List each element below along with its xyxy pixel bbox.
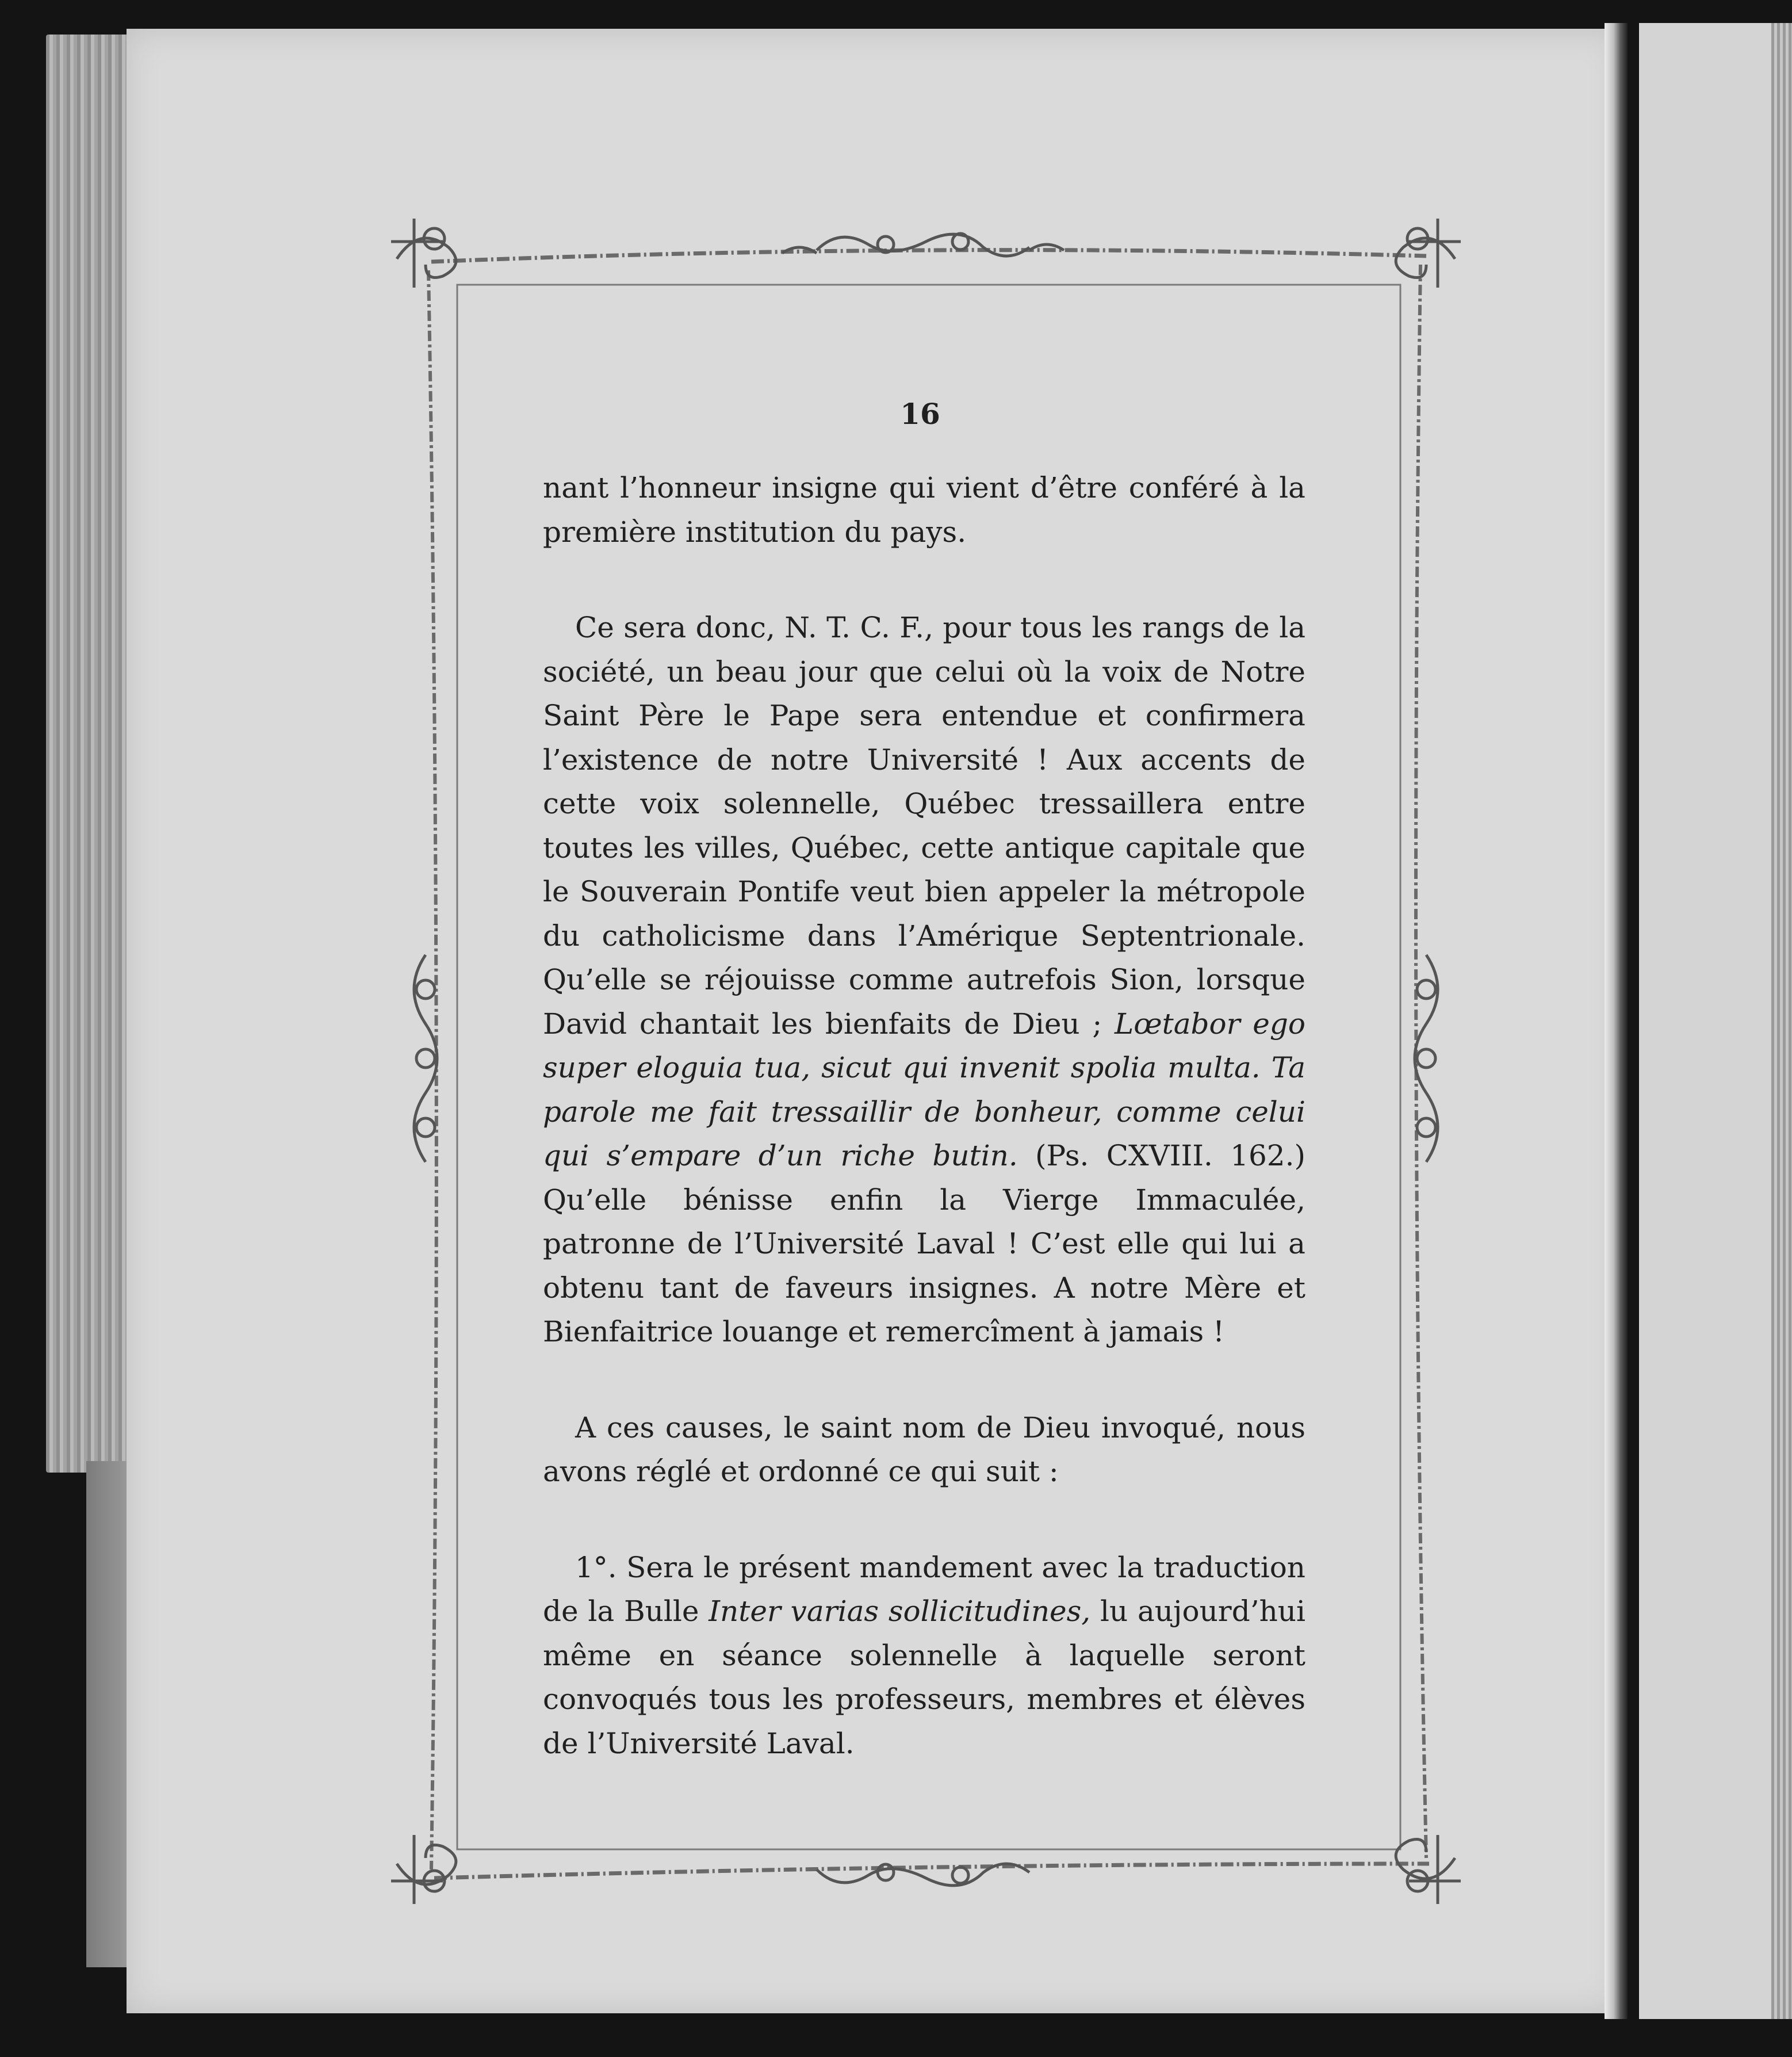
- paragraph-text: lu aujourd’hui même en séance solennelle à laquelle seront convoqués tous les professeurs, membres et élèves de l’Université Laval.: [543, 1595, 1305, 1760]
- paragraph-causes: A ces causes, le saint nom de Dieu invoqué, nous avons réglé et ordonné ce qui suit :: [543, 1410, 1305, 1488]
- page-body-text: [543, 391, 1305, 1765]
- page-number: 16: [900, 397, 940, 431]
- paragraph-text: Ce sera donc, N. T. C. F., pour tous les rangs de la société, un beau jour que celui où la voix de Notre Saint Père le Pape sera entendue et confirmera l’existence de notre Université ! Aux accents de cette voix solennelle, Québec tressaillera entre toutes les villes, Québec, cette antique capitale que le Souverain Pontife veut bien appeler la métropole du catholicisme dans l’Amérique Septentrionale. Qu’elle se réjouisse comme autrefois Sion, lorsque David chantait les bienfaits de Dieu ;: [543, 611, 1305, 1041]
- adjacent-page-edges: [1771, 23, 1792, 2019]
- latin-quotation: Lœtabor ego super eloguia tua, sicut qui invenit spolia multa. Ta parole me fait tressaillir de bonheur, comme celui qui s’empare d’un riche butin.: [543, 1007, 1305, 1172]
- bull-title: Inter varias sollicitudines,: [709, 1595, 1091, 1628]
- adjacent-page: [1639, 23, 1792, 2019]
- paragraph-text: (Ps. CXVIII. 162.) Qu’elle bénisse enfin la Vierge Immaculée, patronne de l’Université Laval ! C’est elle qui lui a obtenu tant de faveurs insignes. A notre Mère et Bienfaitrice louange et remercîment à jamais !: [543, 1139, 1305, 1348]
- paragraph-text: 1°. Sera le présent mandement avec la traduction de la Bulle: [543, 1550, 1305, 1628]
- top-center-ornament: [782, 234, 1064, 256]
- paragraph-universite: [543, 606, 1305, 1354]
- page-gutter-shadow: [1605, 23, 1628, 2019]
- paragraph-continuation: nant l’honneur insigne qui vient d’être conféré à la première institution du pays.: [543, 471, 1305, 549]
- book-page-edges-left: [46, 35, 132, 1473]
- paragraph-article-1: [543, 1546, 1305, 1766]
